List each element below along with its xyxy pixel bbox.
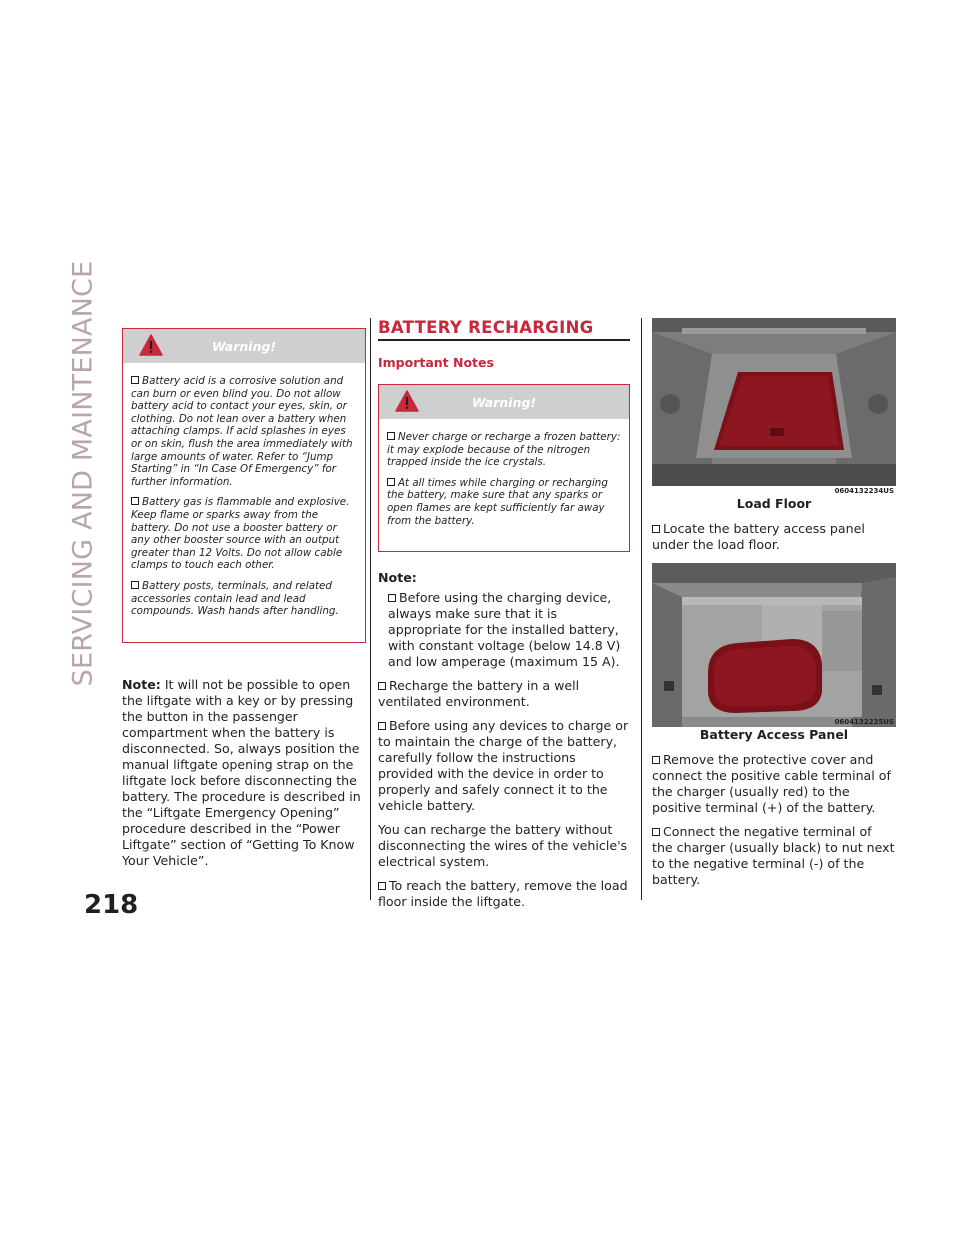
figure-code: 0604132235US <box>834 718 894 726</box>
warning-item: At all times while charging or recharging the battery, make sure that any sparks or open flames are kept sufficiently far away from the battery. <box>387 476 608 527</box>
warning-header <box>379 385 629 419</box>
section-tab <box>60 260 106 686</box>
note-item: Recharge the battery in a well ventilated environment. <box>378 678 580 710</box>
warning-title: Warning! <box>211 338 277 354</box>
figure-battery-access-panel <box>652 563 896 742</box>
checkbox-icon <box>652 828 660 836</box>
warning-title: Warning! <box>471 394 537 410</box>
checkbox-icon <box>388 594 396 602</box>
column-divider <box>370 318 371 900</box>
step-item: To reach the battery, remove the load floor inside the liftgate. <box>378 878 628 910</box>
section-heading: BATTERY RECHARGING <box>378 318 630 341</box>
warning-body <box>379 419 629 551</box>
column-left <box>122 318 366 877</box>
battery-access-panel-image <box>652 563 896 727</box>
figure-code: 0604132234US <box>834 487 894 495</box>
checkbox-icon <box>378 682 386 690</box>
step-item: Connect the negative terminal of the charger (usually black) to nut next to the negative terminal (-) of the battery. <box>652 824 895 887</box>
checkbox-icon <box>378 722 386 730</box>
warning-box <box>378 384 630 552</box>
figure-caption: Load Floor <box>736 496 812 511</box>
body-paragraph: You can recharge the battery without disconnecting the wires of the vehicle's electrical system. <box>378 822 628 870</box>
warning-triangle-icon <box>139 334 163 356</box>
warning-header <box>123 329 365 363</box>
checkbox-icon <box>131 581 139 589</box>
note-text: It will not be possible to open the liftgate with a key or by pressing the button in the passenger compartment when the battery is disconnected. So, always position the manual liftgate opening strap on the liftgate lock before disconnecting the battery. The procedure is described in the “Liftgate Emergency Opening” procedure described in the “Power Liftgate” section of “Getting To Know Your Vehicle”. <box>122 676 361 868</box>
checkbox-icon <box>652 525 660 533</box>
warning-triangle-icon <box>395 390 419 412</box>
figure-load-floor <box>652 318 896 511</box>
checkbox-icon <box>387 478 395 486</box>
column-right <box>652 318 896 896</box>
warning-item: Battery gas is flammable and explosive. Keep flame or sparks away from the battery. Do not use a booster battery or any other booster source with an output greater than 12 Volts. Do not allow cable clamps to touch each other. <box>131 496 350 572</box>
warning-item: Battery posts, terminals, and related accessories contain lead and lead compounds. Wash hands after handling. <box>131 579 339 618</box>
note-label: Note: <box>378 570 417 586</box>
subheading: Important Notes <box>378 355 494 370</box>
warning-body <box>123 363 365 642</box>
warning-item: Never charge or recharge a frozen battery: it may explode because of the nitrogen trapped inside the ice crystals. <box>387 431 621 469</box>
checkbox-icon <box>652 756 660 764</box>
page-number: 218 <box>84 890 139 920</box>
note-label: Note: <box>122 676 161 692</box>
note-item: Before using any devices to charge or to maintain the charge of the battery, carefully follow the instructions provided with the device in order to properly and safely connect it to the vehicle battery. <box>378 718 629 814</box>
steps <box>652 752 896 888</box>
checkbox-icon <box>378 882 386 890</box>
figure-caption: Battery Access Panel <box>699 727 849 742</box>
checkbox-icon <box>131 376 139 384</box>
note-paragraph <box>122 677 366 869</box>
note-section <box>378 570 630 910</box>
load-floor-image <box>652 318 896 486</box>
step-item: Locate the battery access panel under the load floor. <box>652 521 865 552</box>
note-item: Before using the charging device, always make sure that it is appropriate for the installed battery, with constant voltage (below 14.8 V) and low amperage (maximum 15 A). <box>388 590 621 670</box>
checkbox-icon <box>387 432 395 440</box>
column-divider <box>641 318 642 900</box>
step-item: Remove the protective cover and connect the positive cable terminal of the charger (usually red) to the positive terminal (+) of the battery. <box>652 752 891 815</box>
section-tab-label: SERVICING AND MAINTENANCE <box>67 260 99 686</box>
column-middle <box>378 318 630 918</box>
checkbox-icon <box>131 497 139 505</box>
warning-item: Battery acid is a corrosive solution and can burn or even blind you. Do not allow battery acid to contact your eyes, skin, or clothing. Do not lean over a battery when attaching clamps. If acid splashes in eyes or on skin, flush the area immediately with large amounts of water. Refer to “Jump Starting” in “In Case Of Emergency” for further information. <box>131 375 353 488</box>
warning-box <box>122 328 366 643</box>
